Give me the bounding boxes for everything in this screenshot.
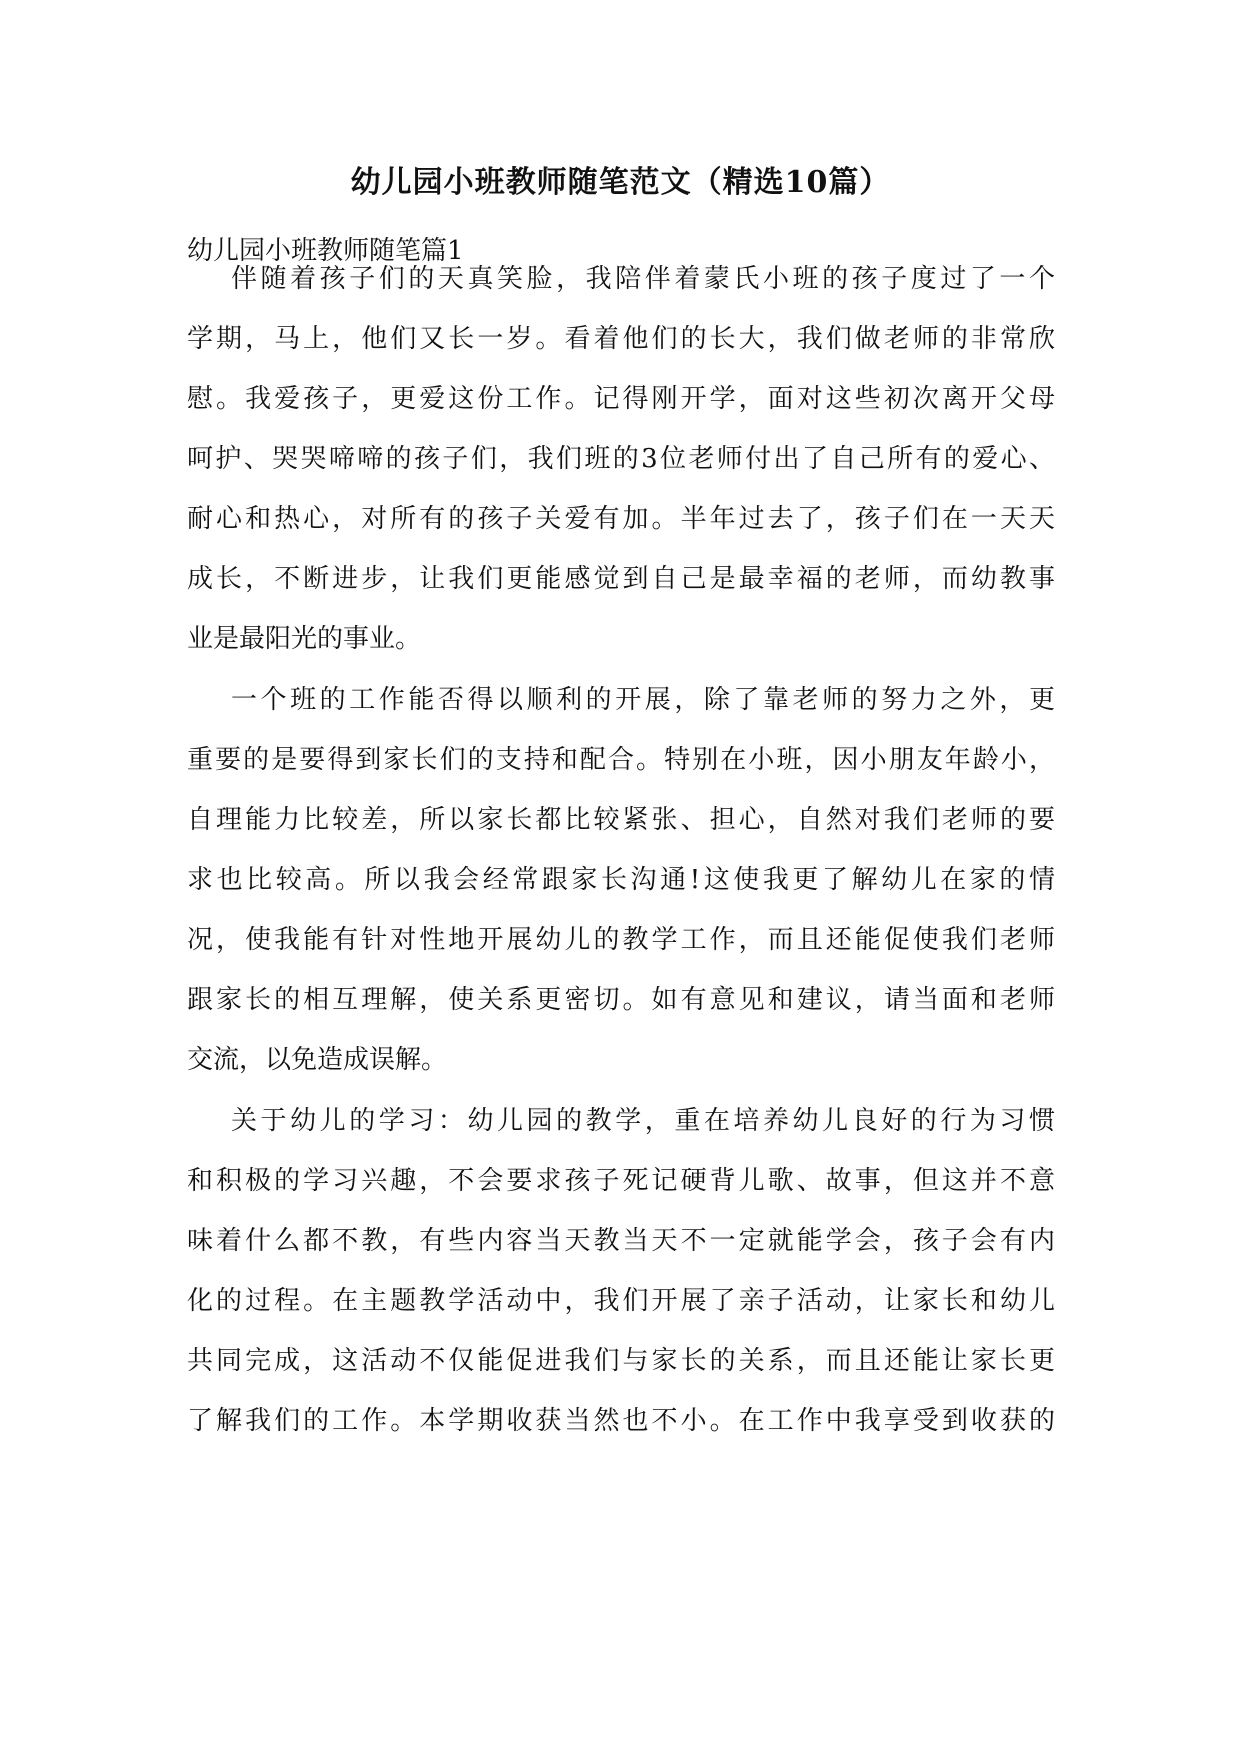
paragraph-line: 化的过程。在主题教学活动中，我们开展了亲子活动，让家长和幼儿 (187, 1286, 1055, 1316)
paragraph-line: 味着什么都不教，有些内容当天教当天不一定就能学会，孩子会有内 (187, 1226, 1055, 1256)
paragraph-line: 了解我们的工作。本学期收获当然也不小。在工作中我享受到收获的 (187, 1406, 1055, 1436)
paragraph-line: 关于幼儿的学习：幼儿园的教学，重在培养幼儿良好的行为习惯 (231, 1106, 1055, 1136)
paragraph-line: 重要的是要得到家长们的支持和配合。特别在小班，因小朋友年龄小， (187, 745, 1055, 775)
paragraph-line: 一个班的工作能否得以顺利的开展，除了靠老师的努力之外，更 (231, 685, 1055, 715)
paragraph-line: 呵护、哭哭啼啼的孩子们，我们班的3位老师付出了自己所有的爱心、 (187, 444, 1055, 474)
paragraph-line: 和积极的学习兴趣，不会要求孩子死记硬背儿歌、故事，但这并不意 (187, 1166, 1055, 1196)
paragraph-line: 伴随着孩子们的天真笑脸，我陪伴着蒙氏小班的孩子度过了一个 (231, 264, 1055, 294)
paragraph-line: 慰。我爱孩子，更爱这份工作。记得刚开学，面对这些初次离开父母 (187, 384, 1055, 414)
section-heading: 幼儿园小班教师随笔篇1 (187, 236, 464, 266)
paragraph-line: 况，使我能有针对性地开展幼儿的教学工作，而且还能促使我们老师 (187, 925, 1055, 955)
paragraph-line: 成长，不断进步，让我们更能感觉到自己是最幸福的老师，而幼教事 (187, 564, 1055, 594)
paragraph-line: 耐心和热心，对所有的孩子关爱有加。半年过去了，孩子们在一天天 (187, 504, 1055, 534)
paragraph-line: 共同完成，这活动不仅能促进我们与家长的关系，而且还能让家长更 (187, 1346, 1055, 1376)
paragraph-line: 学期，马上，他们又长一岁。看着他们的长大，我们做老师的非常欣 (187, 324, 1055, 354)
paragraph-line: 业是最阳光的事业。 (187, 624, 422, 654)
paragraph-line: 自理能力比较差，所以家长都比较紧张、担心，自然对我们老师的要 (187, 805, 1055, 835)
paragraph-line: 求也比较高。所以我会经常跟家长沟通!这使我更了解幼儿在家的情 (187, 865, 1055, 895)
paragraph-line: 跟家长的相互理解，使关系更密切。如有意见和建议，请当面和老师 (187, 985, 1055, 1015)
paragraph-line: 交流，以免造成误解。 (187, 1045, 448, 1075)
document-title: 幼儿园小班教师随笔范文（精选10篇） (350, 165, 891, 200)
